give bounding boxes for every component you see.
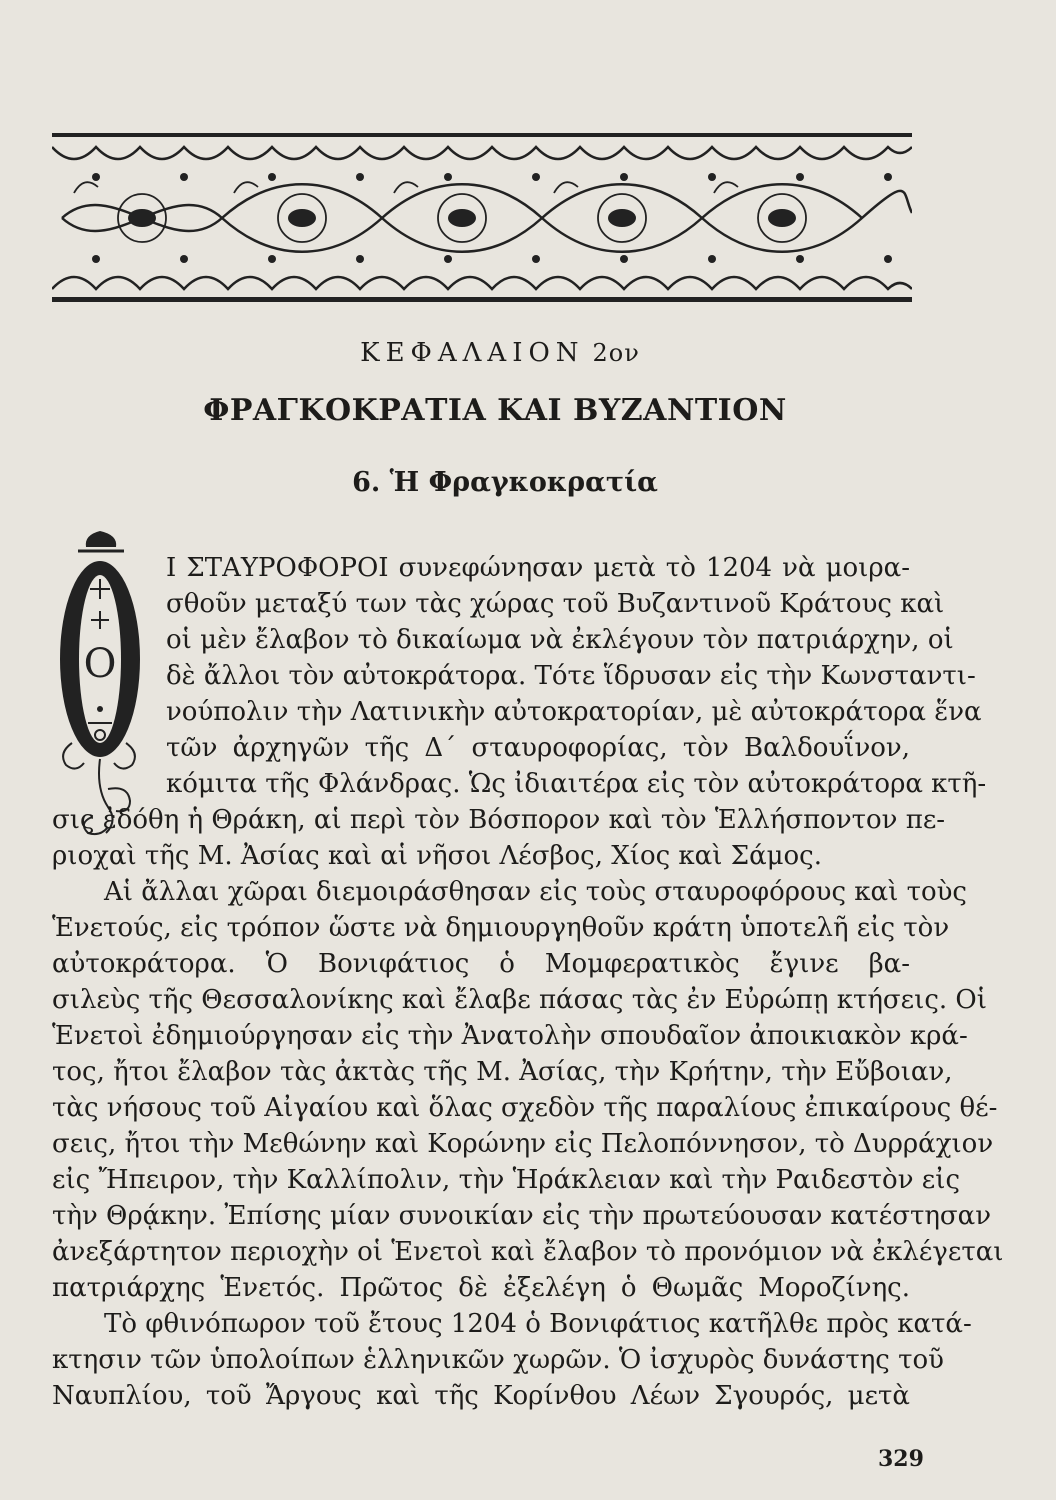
text-line-14: Ἑνετοὶ ἐδημιούργησαν εἰς τὴν Ἀνατολὴν σπουδαῖον ἀποικιακὸν κρά- [52,1021,968,1051]
section-title: 6. Ἡ Φραγκοκρατία [352,467,658,498]
dropcap-letter: Ο [83,641,117,687]
text-line-3: οἱ μὲν ἔλαβον τὸ δικαίωμα νὰ ἐκλέγουν τὸν πατριάρχην, οἱ [166,625,954,655]
page-number: 329 [878,1446,924,1472]
text-line-5: νούπολιν τὴν Λατινικὴν αὐτοκρατορίαν, μὲ αὐτοκράτορα ἕνα [166,697,982,727]
text-line-11: Ἑνετούς, εἰς τρόπον ὥστε νὰ δημιουργηθοῦν κράτη ὑποτελῆ εἰς τὸν [52,913,950,943]
text-line-16: τὰς νήσους τοῦ Αἰγαίου καὶ ὅλας σχεδὸν τῆς παραλίους ἐπικαίρους θέ- [52,1093,998,1123]
text-line-12: αὐτοκράτορα. Ὁ Βονιφάτιος ὁ Μομφερατικὸς ἔγινε βα- [52,949,910,979]
text-line-8: σις ἐδόθη ἡ Θράκη, αἱ περὶ τὸν Βόσπορον καὶ τὸν Ἑλλήσποντον πε- [52,805,946,835]
text-line-20: ἀνεξάρτητον περιοχὴν οἱ Ἑνετοὶ καὶ ἔλαβον τὸ προνόμιον νὰ ἐκλέγεται [52,1237,1004,1267]
text-line-2: σθοῦν μεταξύ των τὰς χώρας τοῦ Βυζαντινοῦ Κράτους καὶ [166,589,945,619]
text-line-21: πατριάρχης Ἑνετός. Πρῶτος δὲ ἐξελέγη ὁ Θωμᾶς Μοροζίνης. [52,1273,910,1303]
text-line-15: τος, ἤτοι ἔλαβον τὰς ἀκτὰς τῆς Μ. Ἀσίας, τὴν Κρήτην, τὴν Εὔβοιαν, [52,1057,953,1087]
text-line-6: τῶν ἀρχηγῶν τῆς Δ΄ σταυροφορίας, τὸν Βαλδουΐνον, [166,733,910,763]
text-line-17: σεις, ἤτοι τὴν Μεθώνην καὶ Κορώνην εἰς Πελοπόννησον, τὸ Δυρράχιον [52,1129,994,1159]
text-line-13: σιλεὺς τῆς Θεσσαλονίκης καὶ ἔλαβε πάσας τὰς ἐν Εὐρώπῃ κτήσεις. Οἱ [52,985,987,1015]
text-line-9: ριοχαὶ τῆς Μ. Ἀσίας καὶ αἱ νῆσοι Λέσβος, Χίος καὶ Σάμος. [52,841,823,871]
text-line-18: εἰς Ἤπειρον, τὴν Καλλίπολιν, τὴν Ἡράκλειαν καὶ τὴν Ραιδεστὸν εἰς [52,1165,961,1195]
text-line-10: Αἱ ἄλλαι χῶραι διεμοιράσθησαν εἰς τοὺς σταυροφόρους καὶ τοὺς [104,877,967,907]
text-line-23: κτησιν τῶν ὑπολοίπων ἑλληνικῶν χωρῶν. Ὁ ἰσχυρὸς δυνάστης τοῦ [52,1345,944,1375]
chapter-number: 2ον [592,339,640,367]
text-line-4: δὲ ἄλλοι τὸν αὐτοκράτορα. Τότε ἵδρυσαν εἰς τὴν Κωνσταντι- [166,661,976,691]
text-line-22: Τὸ φθινόπωρον τοῦ ἔτους 1204 ὁ Βονιφάτιος κατῆλθε πρὸς κατά- [104,1309,972,1339]
chapter-label-text: ΚΕΦΑΛΑΙΟΝ [360,338,585,368]
chapter-ornament-border [52,133,912,303]
chapter-title: ΦΡΑΓΚΟΚΡΑΤΙΑ ΚΑΙ ΒΥΖΑΝΤΙΟΝ [203,393,787,428]
text-line-1: Ι ΣΤΑΥΡΟΦΟΡΟΙ συνεφώνησαν μετὰ τὸ 1204 νὰ μοιρα- [166,553,910,583]
text-line-7: κόμιτα τῆς Φλάνδρας. Ὡς ἰδιαιτέρα εἰς τὸν αὐτοκράτορα κτῆ- [166,769,987,799]
dropcap-ornament [52,527,152,847]
chapter-label [0,338,1000,368]
text-line-19: τὴν Θρᾴκην. Ἐπίσης μίαν συνοικίαν εἰς τὴν πρωτεύουσαν κατέστησαν [52,1201,992,1231]
text-line-24: Ναυπλίου, τοῦ Ἄργους καὶ τῆς Κορίνθου Λέων Σγουρός, μετὰ [52,1381,910,1411]
